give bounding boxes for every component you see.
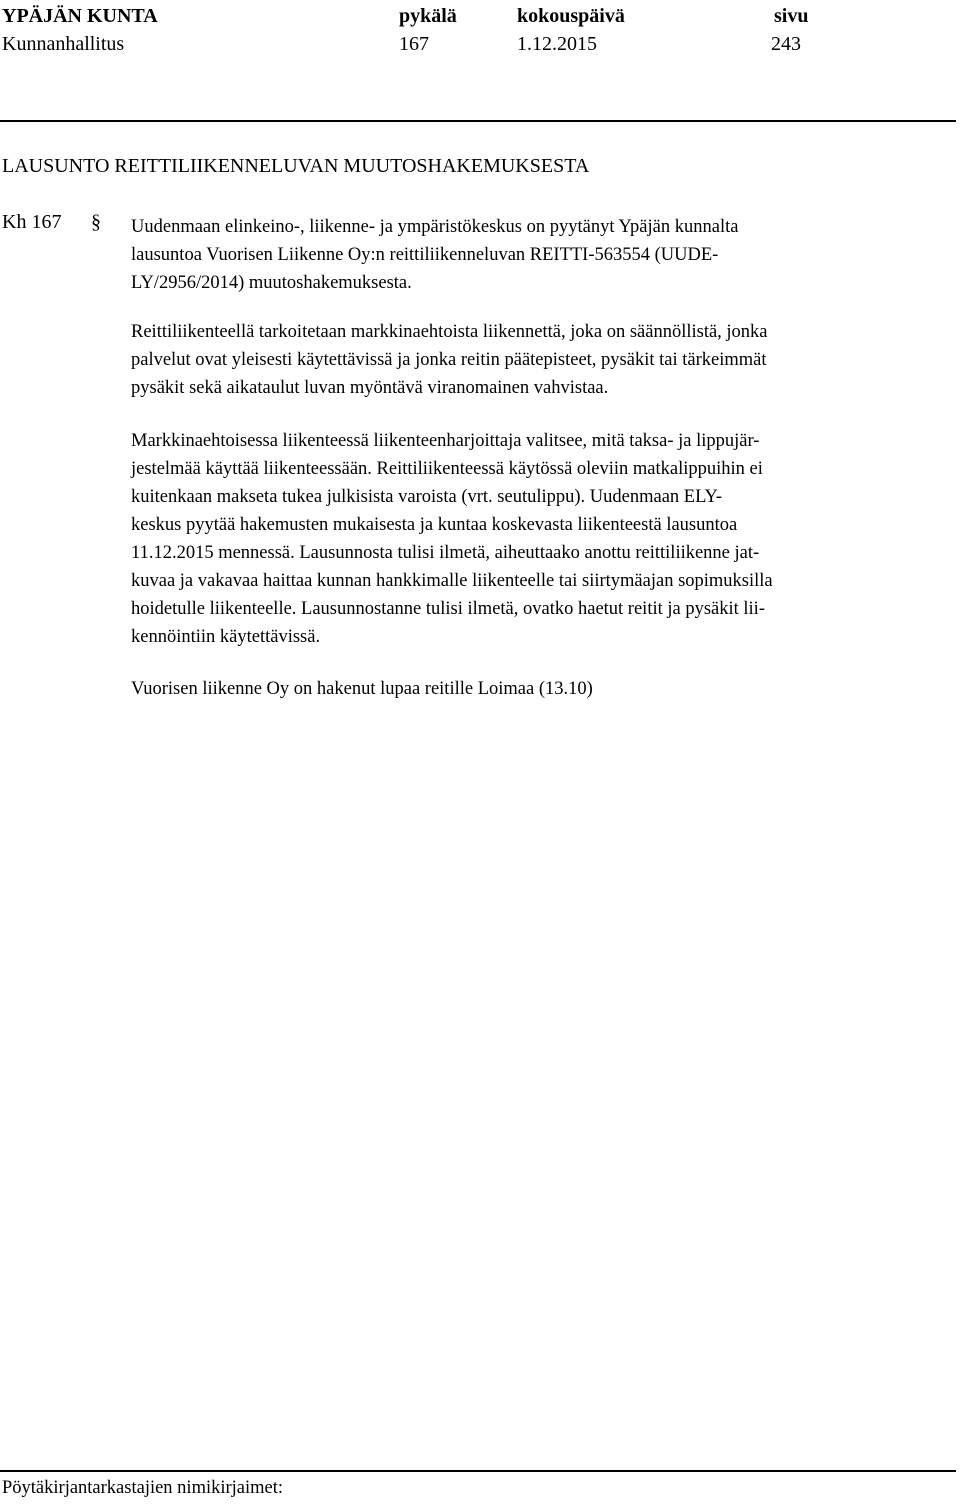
paragraph-line: Uudenmaan elinkeino-, liikenne- ja ympäristökeskus on pyytänyt Ypäjän kunnalta xyxy=(131,217,739,237)
organization-name: YPÄJÄN KUNTA xyxy=(2,5,158,27)
footer-initials-label: Pöytäkirjantarkastajien nimikirjaimet: xyxy=(2,1478,284,1498)
paragraph-line: lausuntoa Vuorisen Liikenne Oy:n reittiliikenneluvan REITTI-563554 (UUDE- xyxy=(131,245,719,265)
paragraph-request xyxy=(131,213,953,297)
paragraph-line: kuvaa ja vakavaa haittaa kunnan hankkimalle liikenteelle tai siirtymäajan sopimuksilla xyxy=(131,571,773,591)
document-title: LAUSUNTO REITTILIIKENNELUVAN MUUTOSHAKEMUKSESTA xyxy=(2,155,590,177)
paragraph-application xyxy=(131,675,953,703)
page-number: 243 xyxy=(771,33,801,55)
meeting-date-value: 1.12.2015 xyxy=(517,33,597,55)
body-name: Kunnanhallitus xyxy=(2,33,125,55)
footer-rule xyxy=(0,1470,956,1472)
paragraph-line: hoidetulle liikenteelle. Lausunnostanne tulisi ilmetä, ovatko haetut reitit ja pysäkit lii- xyxy=(131,599,765,619)
item-number: Kh 167 xyxy=(2,211,62,233)
paragraph-line: 11.12.2015 mennessä. Lausunnosta tulisi ilmetä, aiheuttaako anottu reittiliikenne jat- xyxy=(131,543,760,563)
paragraph-definition xyxy=(131,318,953,402)
paragraph-line: keskus pyytää hakemusten mukaisesta ja kuntaa koskevasta liikenteestä lausuntoa xyxy=(131,515,738,535)
paragraph-line: palvelut ovat yleisesti käytettävissä ja jonka reitin päätepisteet, pysäkit tai tärkeimmät xyxy=(131,350,767,370)
paragraph-line: LY/2956/2014) muutoshakemuksesta. xyxy=(131,273,412,293)
paragraph-line: pysäkit sekä aikataulut luvan myöntävä viranomainen vahvistaa. xyxy=(131,378,609,398)
paragraph-line: kennöintiin käytettävissä. xyxy=(131,627,321,647)
section-symbol: § xyxy=(91,211,101,233)
paragraph-line: kuitenkaan makseta tukea julkisista varoista (vrt. seutulippu). Uudenmaan ELY- xyxy=(131,487,723,507)
header-rule xyxy=(0,120,956,122)
paragraph-line: Reittiliikenteellä tarkoitetaan markkinaehtoista liikennettä, joka on säännöllistä, jonka xyxy=(131,322,768,342)
paragraph-details xyxy=(131,427,953,651)
paragraph-line: jestelmää käyttää liikenteessään. Reittiliikenteessä käytössä oleviin matkalippuihin ei xyxy=(131,459,763,479)
meeting-date-label: kokouspäivä xyxy=(517,5,625,27)
paragraph-line: Vuorisen liikenne Oy on hakenut lupaa reitille Loimaa (13.10) xyxy=(131,679,593,699)
section-value: 167 xyxy=(399,33,429,55)
paragraph-line: Markkinaehtoisessa liikenteessä liikenteenharjoittaja valitsee, mitä taksa- ja lippujär- xyxy=(131,431,760,451)
page-label: sivu xyxy=(774,5,809,27)
section-label: pykälä xyxy=(399,5,457,27)
